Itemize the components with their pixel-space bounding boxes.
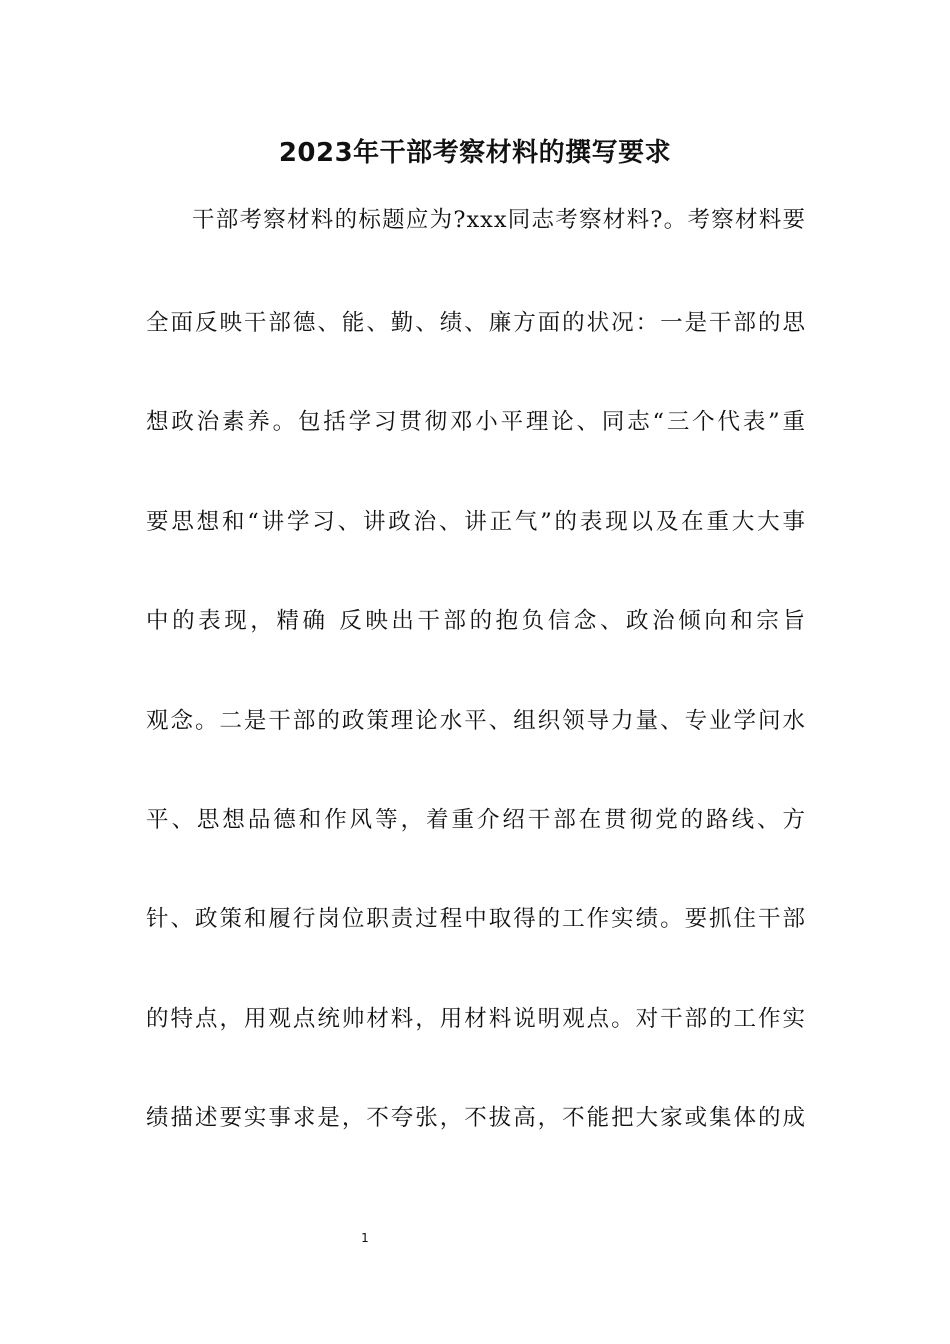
document-title: 2023年干部考察材料的撰写要求 xyxy=(278,138,672,168)
paragraph-line-8: 针、政策和履行岗位职责过程中取得的工作实绩。要抓住干部 xyxy=(146,906,806,932)
paragraph-line-2: 全面反映干部德、能、勤、绩、廉方面的状况：一是干部的思 xyxy=(146,310,806,336)
paragraph-line-7: 平、思想品德和作风等，着重介绍干部在贯彻党的路线、方 xyxy=(146,807,806,833)
page-number: 1 xyxy=(361,1231,369,1245)
paragraph-line-10: 绩描述要实事求是，不夸张，不拔高，不能把大家或集体的成 xyxy=(146,1105,806,1131)
paragraph-line-9: 的特点，用观点统帅材料，用材料说明观点。对干部的工作实 xyxy=(146,1006,806,1032)
paragraph-line-5: 中的表现，精确 反映出干部的抱负信念、政治倾向和宗旨 xyxy=(146,608,806,634)
paragraph-line-3: 想政治素养。包括学习贯彻邓小平理论、同志“三个代表”重 xyxy=(146,409,806,435)
paragraph-line-1: 干部考察材料的标题应为?xxx同志考察材料?。考察材料要 xyxy=(192,207,806,233)
paragraph-line-4: 要思想和“讲学习、讲政治、讲正气”的表现以及在重大大事 xyxy=(146,509,806,535)
paragraph-line-6: 观念。二是干部的政策理论水平、组织领导力量、专业学问水 xyxy=(146,708,806,734)
